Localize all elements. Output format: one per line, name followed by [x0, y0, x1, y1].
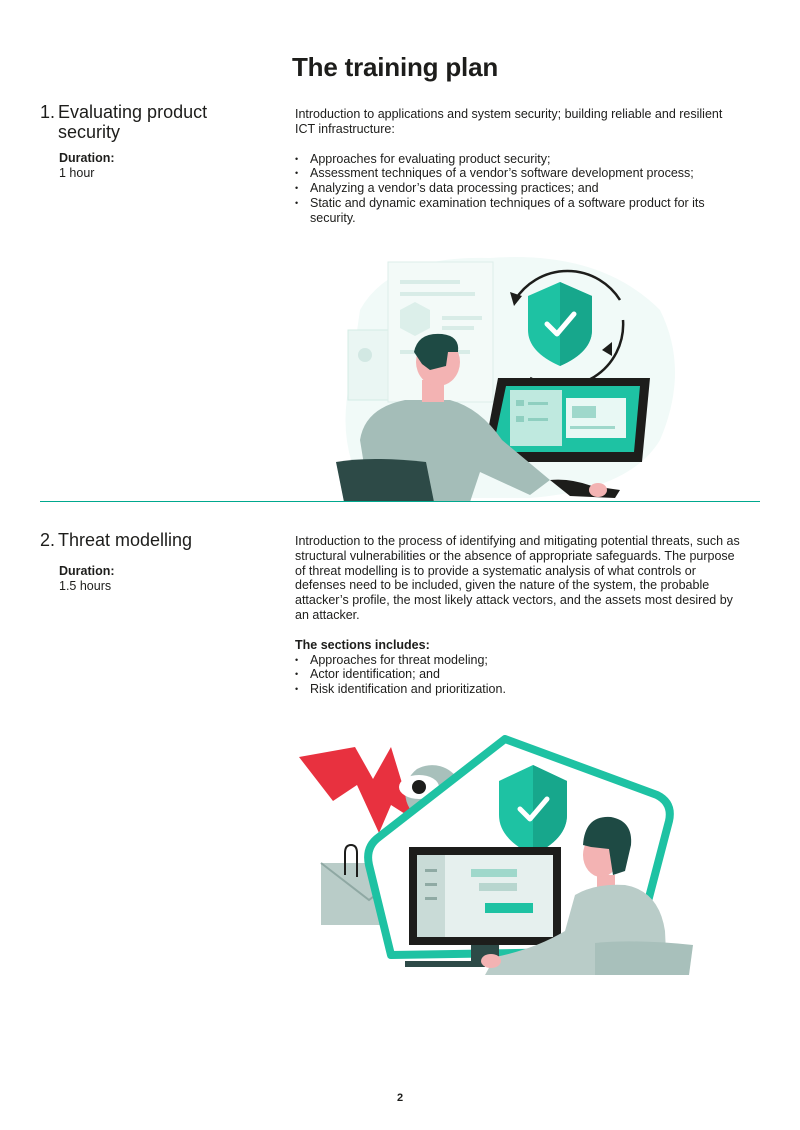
section-2-bullet-list	[295, 653, 740, 697]
duration-value: 1.5 hours	[59, 579, 112, 593]
product-security-illustration	[330, 240, 690, 502]
page-title: The training plan	[291, 52, 499, 82]
list-item: • Approaches for threat modeling;	[295, 653, 740, 668]
section-divider	[40, 501, 760, 502]
section-1-duration	[59, 151, 115, 181]
section-1-bullet-list	[295, 152, 740, 226]
section-2-number: 2.	[40, 530, 56, 550]
list-item: • Assessment techniques of a vendor’s software development process;	[295, 166, 740, 181]
section-1-intro: Introduction to applications and system security; building reliable and resilient ICT infrastructure:	[295, 107, 723, 136]
duration-value: 1 hour	[59, 166, 95, 180]
section-2-subheading: The sections includes:	[295, 637, 430, 652]
section-1-body	[295, 107, 740, 226]
section-1-number: 1.	[40, 102, 56, 122]
list-item: • Approaches for evaluating product security;	[295, 152, 740, 167]
section-1-heading	[40, 102, 270, 142]
list-item: • Risk identification and prioritization.	[295, 682, 740, 697]
section-2-intro: Introduction to the process of identifying and mitigating potential threats, such as structural vulnerabilities or the absence of appropriate safeguards. The purpose of threat modelling is to provide a systematic analysis of what controls or defenses need to be included, given the nature of the system, the probable attacker’s profile, the most likely attack vectors, and the assets most desired by an attacker.	[295, 534, 740, 622]
duration-label: Duration:	[59, 564, 115, 578]
section-1-title: Evaluating product security	[58, 102, 208, 142]
list-item: • Analyzing a vendor’s data processing practices; and	[295, 181, 740, 196]
list-item: • Static and dynamic examination techniques of a software product for its security.	[295, 196, 740, 226]
section-2-heading	[40, 530, 270, 550]
section-2-title: Threat modelling	[58, 530, 193, 550]
section-2-body	[295, 534, 740, 697]
list-item: • Actor identification; and	[295, 667, 740, 682]
duration-label: Duration:	[59, 151, 115, 165]
threat-modelling-illustration	[295, 735, 705, 980]
page-number: 2	[396, 1092, 404, 1104]
section-2-duration	[59, 564, 115, 594]
